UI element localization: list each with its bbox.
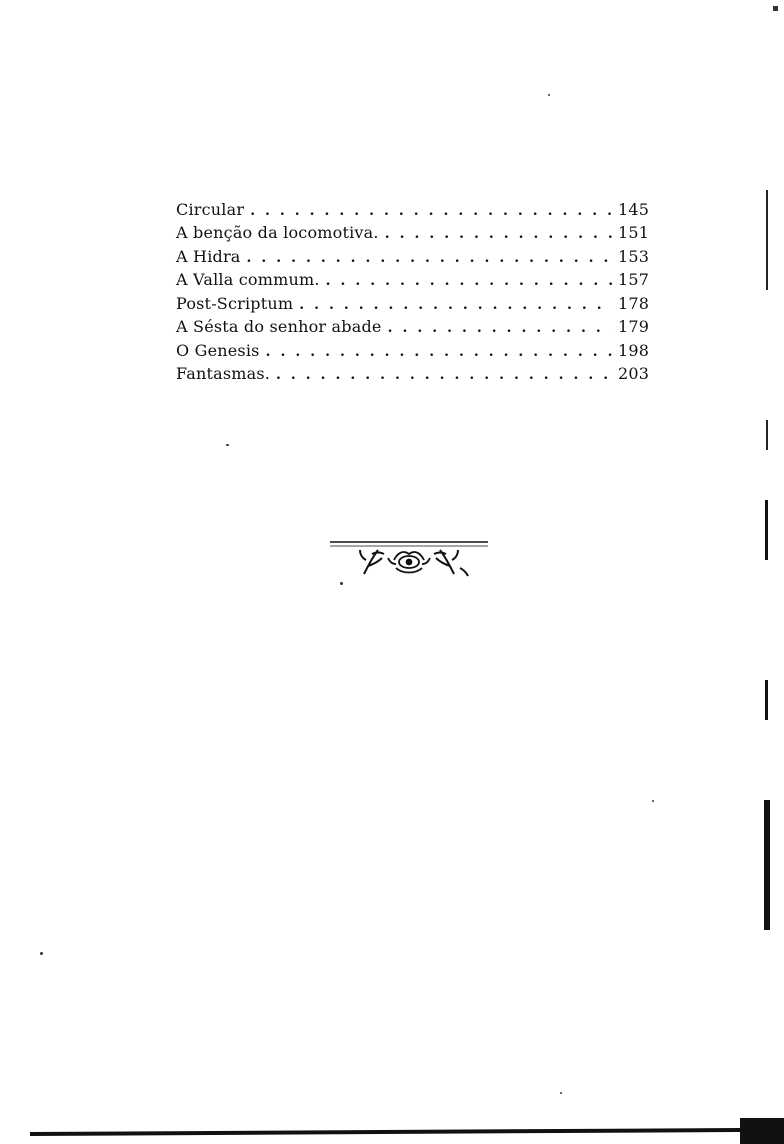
toc-entry-page: 179 bbox=[618, 317, 650, 336]
toc-leader-dots bbox=[266, 343, 612, 361]
toc-leader-dots bbox=[388, 319, 612, 337]
toc-entry bbox=[176, 220, 648, 244]
paper-speck bbox=[560, 1092, 562, 1094]
toc-leader-dots bbox=[276, 366, 612, 384]
paper-speck bbox=[548, 94, 550, 96]
scan-edge-bottom bbox=[0, 1118, 784, 1144]
scan-edge-right bbox=[764, 180, 770, 960]
paper-speck bbox=[773, 6, 778, 11]
table-of-contents bbox=[176, 196, 648, 384]
paper-speck bbox=[40, 952, 43, 955]
toc-entry-title: A Valla commum. bbox=[176, 270, 320, 289]
toc-leader-dots bbox=[247, 249, 612, 267]
toc-entry bbox=[176, 337, 648, 361]
toc-entry-page: 151 bbox=[618, 223, 650, 242]
toc-leader-dots bbox=[299, 296, 612, 314]
toc-entry-title: A Sésta do senhor abade bbox=[176, 317, 382, 336]
paper-speck bbox=[226, 444, 229, 446]
toc-leader-dots bbox=[385, 225, 612, 243]
toc-entry bbox=[176, 361, 648, 385]
toc-leader-dots bbox=[326, 272, 612, 290]
toc-entry-page: 145 bbox=[618, 199, 650, 219]
toc-entry-page: 178 bbox=[618, 293, 650, 313]
toc-entry-title: A Hidra bbox=[176, 246, 241, 266]
toc-entry-page: 198 bbox=[618, 340, 650, 360]
toc-entry bbox=[176, 267, 648, 291]
toc-entry bbox=[176, 290, 648, 314]
paper-speck bbox=[340, 582, 343, 585]
toc-entry-page: 203 bbox=[618, 364, 650, 383]
toc-entry-title: Circular bbox=[176, 199, 245, 219]
toc-entry-page: 153 bbox=[618, 246, 650, 266]
toc-entry bbox=[176, 314, 648, 338]
toc-entry-title: O Genesis bbox=[176, 340, 260, 360]
paper-speck bbox=[652, 800, 654, 802]
toc-entry bbox=[176, 196, 648, 220]
toc-entry bbox=[176, 243, 648, 267]
toc-entry-title: A benção da locomotiva. bbox=[176, 223, 379, 242]
toc-leader-dots bbox=[250, 202, 612, 220]
floral-ornament-icon bbox=[330, 538, 488, 580]
toc-entry-page: 157 bbox=[618, 270, 650, 289]
toc-entry-title: Post-Scriptum bbox=[176, 293, 294, 313]
toc-entry-title: Fantasmas. bbox=[176, 364, 271, 383]
